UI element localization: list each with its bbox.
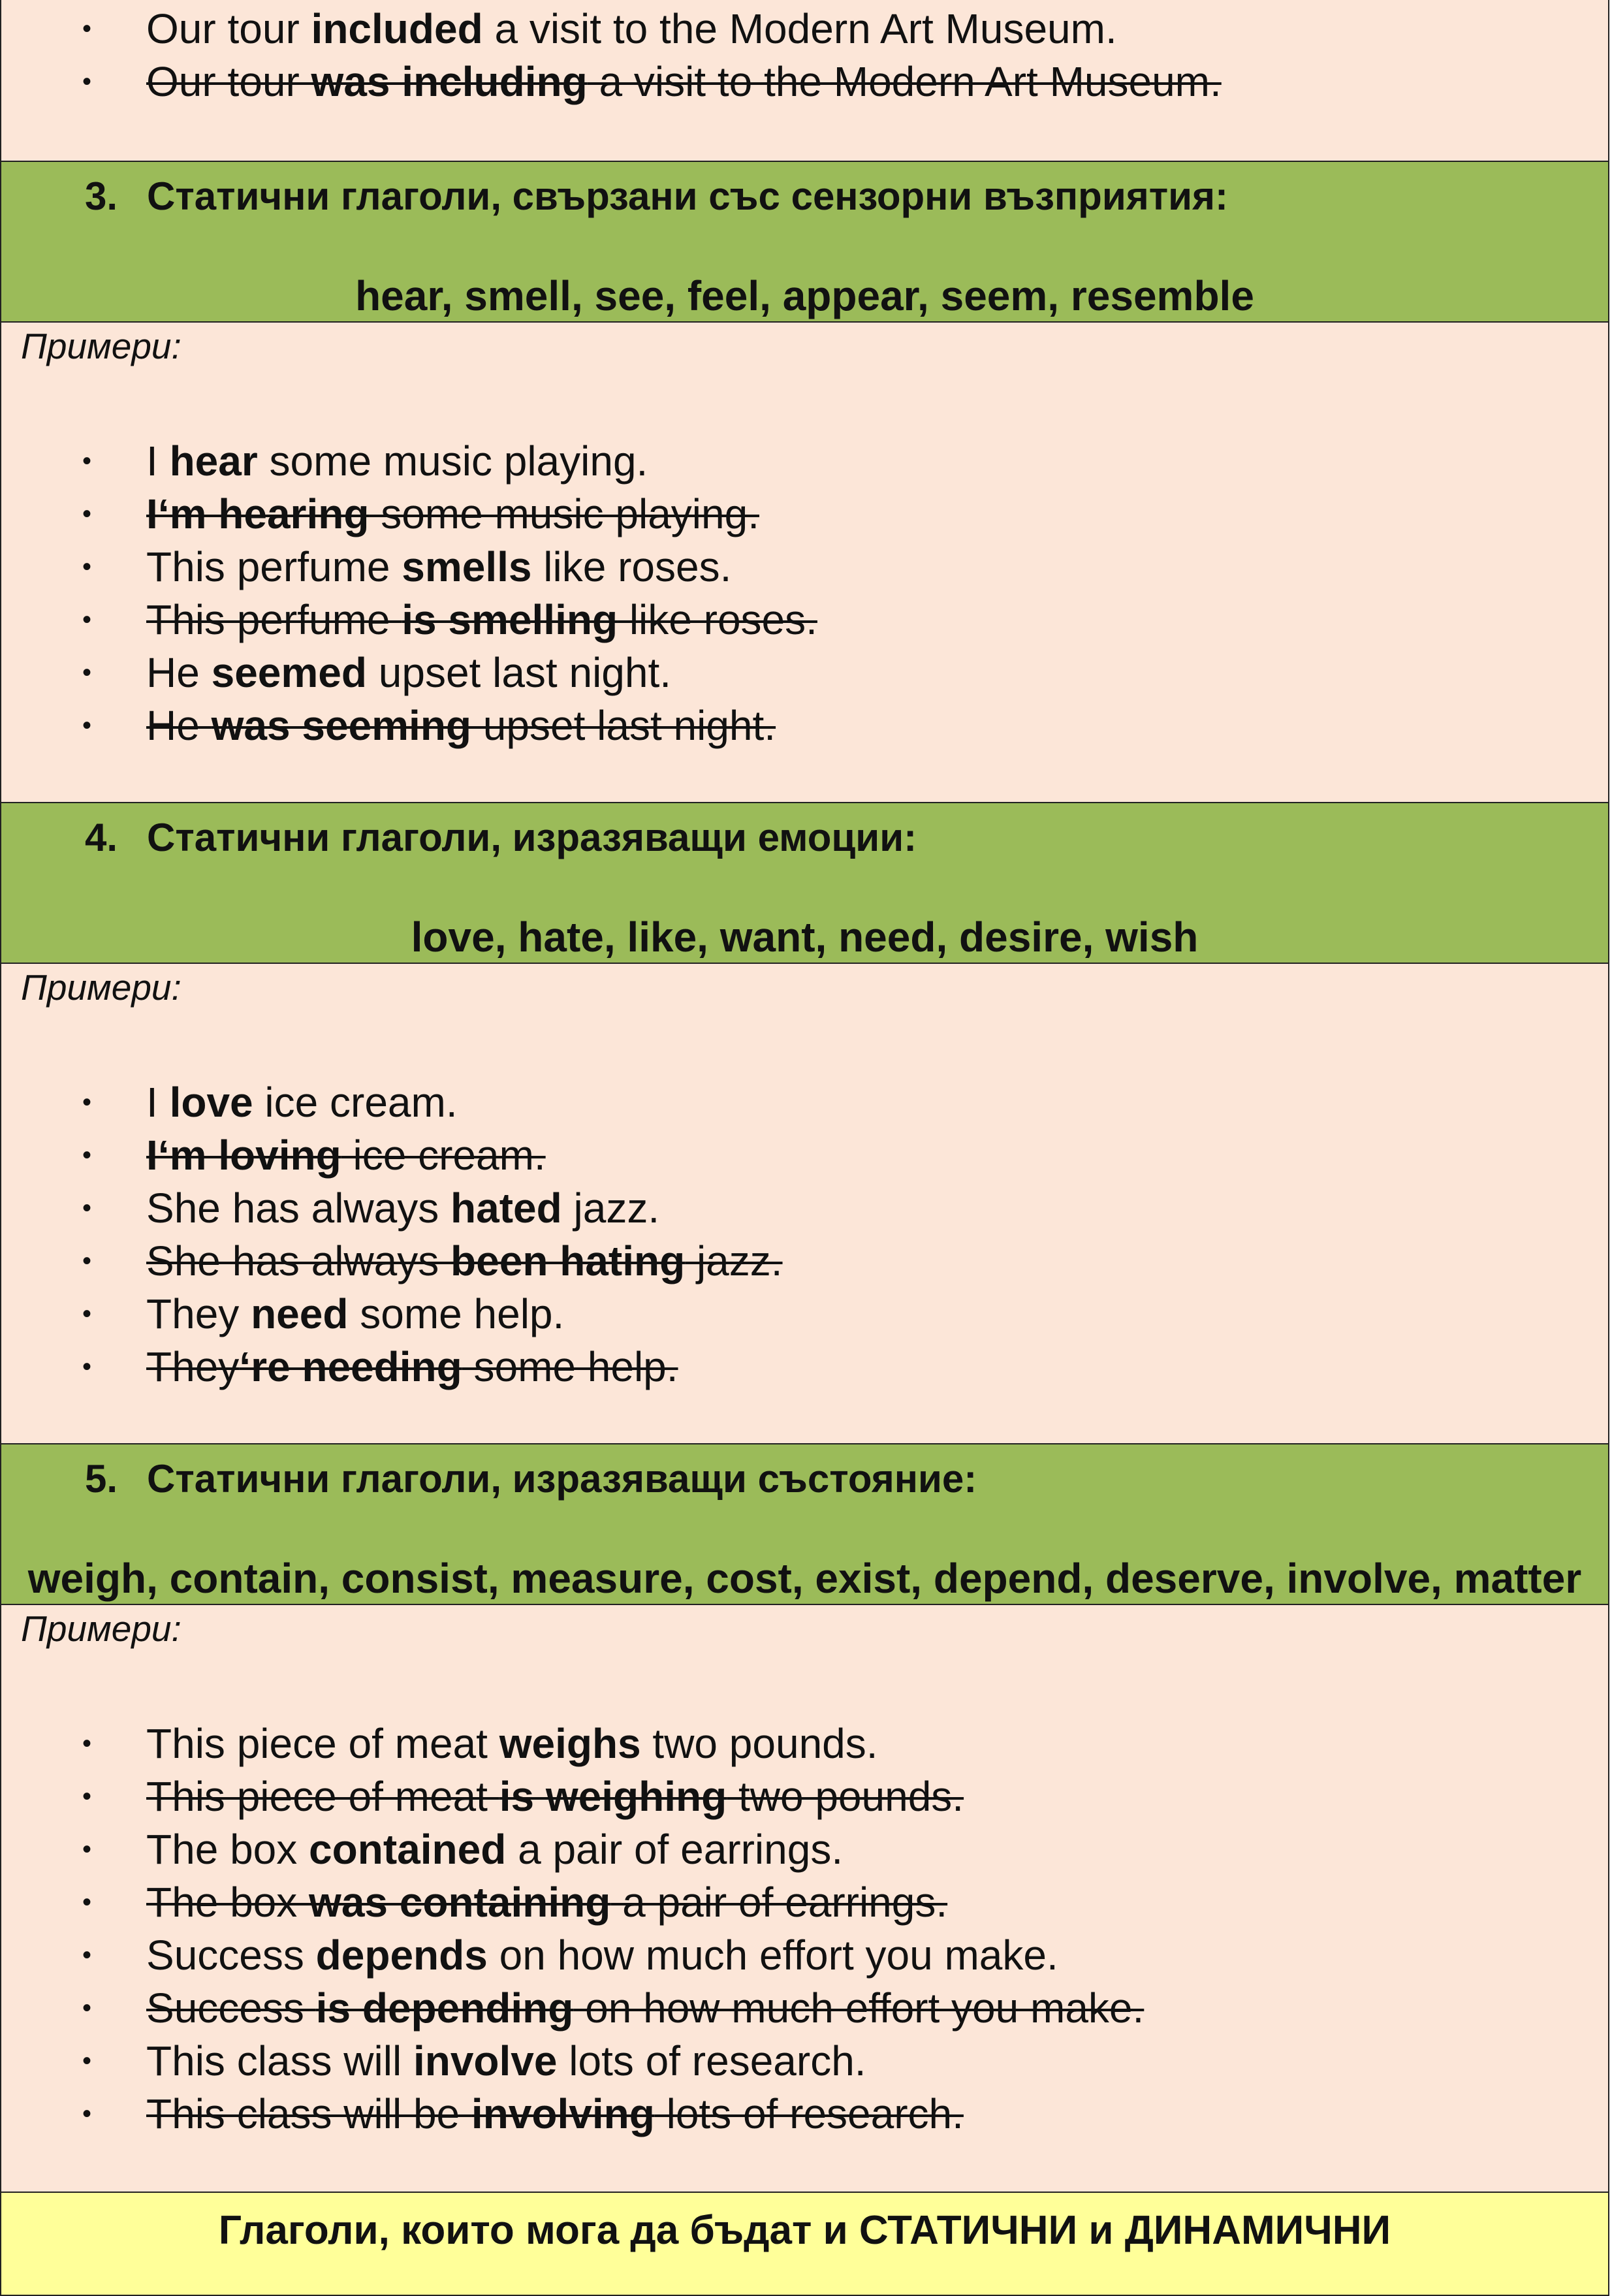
section-number: 4.	[85, 816, 118, 859]
example-item	[1, 1876, 1608, 1929]
example-item	[1, 1770, 1608, 1823]
correct-example-text	[146, 1079, 458, 1126]
sentence-fragment: some music playing.	[257, 438, 648, 485]
sentence-fragment: like roses.	[531, 543, 732, 590]
correct-example-text	[146, 5, 1117, 52]
sentence-fragment: Our tour	[146, 5, 311, 52]
correct-example-text	[146, 1932, 1058, 1979]
sentence-fragment: This class will	[146, 2037, 413, 2084]
bullet-icon: •	[82, 1888, 92, 1917]
verb-highlight: involve	[413, 2037, 558, 2084]
section-number: 5.	[85, 1457, 118, 1501]
verb-highlight: hear	[169, 438, 258, 485]
section-title	[85, 815, 917, 860]
sentence-fragment: lots of research.	[654, 2090, 964, 2137]
verb-highlight: involving	[471, 2090, 655, 2137]
verb-highlight: ‘re needing	[239, 1343, 462, 1390]
section-3-examples	[0, 321, 1609, 805]
bullet-icon: •	[82, 1352, 92, 1381]
sentence-fragment: some help.	[348, 1290, 565, 1337]
example-list	[1, 435, 1608, 752]
examples-label-text: Примери	[21, 967, 172, 1008]
example-item	[1, 56, 1608, 108]
example-item	[1, 2088, 1608, 2141]
sentence-fragment: some help.	[462, 1343, 678, 1390]
bullet-icon: •	[82, 1299, 92, 1328]
bullet-icon: •	[82, 1088, 92, 1117]
sentence-fragment: jazz.	[561, 1185, 660, 1232]
section-number: 3.	[85, 174, 118, 218]
example-item	[1, 3, 1608, 56]
section-verb-list: love, hate, like, want, need, desire, wish	[411, 914, 1199, 961]
verb-highlight: I‘m loving	[146, 1132, 341, 1179]
bullet-icon: •	[82, 658, 92, 687]
bullet-icon: •	[82, 1729, 92, 1758]
correct-example-text	[146, 438, 648, 485]
verb-highlight: is smelling	[402, 596, 618, 643]
bullet-icon: •	[82, 605, 92, 634]
verb-highlight: love	[169, 1079, 253, 1126]
section-5-header	[0, 1443, 1609, 1606]
sentence-fragment: on how much effort you make.	[573, 1985, 1145, 2032]
sentence-fragment: This perfume	[146, 543, 402, 590]
sentence-fragment: ice cream.	[341, 1132, 546, 1179]
section-4-header	[0, 802, 1609, 965]
bullet-icon: •	[82, 67, 92, 96]
verb-highlight: contained	[309, 1826, 507, 1873]
sentence-fragment: like roses.	[618, 596, 817, 643]
example-item	[1, 1717, 1608, 1770]
example-list	[1, 1717, 1608, 2141]
example-item	[1, 1235, 1608, 1288]
example-item	[1, 541, 1608, 594]
verb-highlight: was containing	[309, 1879, 611, 1926]
incorrect-example-text	[146, 1343, 678, 1390]
incorrect-example-text	[146, 1132, 546, 1179]
bullet-icon: •	[82, 447, 92, 475]
bullet-icon: •	[82, 1941, 92, 1969]
sentence-fragment: He	[146, 702, 212, 749]
sentence-fragment: jazz.	[685, 1237, 783, 1284]
intro-examples-block	[0, 0, 1609, 162]
section-title-text: Статични глаголи, свързани със сензорни възприятия:	[147, 174, 1228, 218]
example-item	[1, 1288, 1608, 1341]
example-item	[1, 1982, 1608, 2035]
incorrect-example-text	[146, 58, 1222, 105]
sentence-fragment: This class will be	[146, 2090, 471, 2137]
sentence-fragment: upset last night.	[366, 649, 672, 696]
bullet-icon: •	[82, 711, 92, 740]
verb-highlight: smells	[402, 543, 532, 590]
sentence-fragment: two pounds.	[640, 1720, 878, 1767]
sentence-fragment: They	[146, 1343, 240, 1390]
incorrect-example-text	[146, 1773, 964, 1820]
sentence-fragment: Success	[146, 1985, 316, 2032]
section-title	[85, 1456, 977, 1501]
incorrect-example-text	[146, 1985, 1144, 2032]
bullet-icon: •	[82, 1194, 92, 1222]
sentence-fragment: I	[146, 1079, 170, 1126]
example-item	[1, 1341, 1608, 1394]
incorrect-example-text	[146, 1237, 783, 1284]
sentence-fragment: a pair of earrings.	[506, 1826, 844, 1873]
verb-highlight: was including	[311, 58, 588, 105]
sentence-fragment: upset last night.	[471, 702, 776, 749]
sentence-fragment: This perfume	[146, 596, 402, 643]
examples-label-text: Примери	[21, 326, 172, 366]
verb-highlight: weighs	[499, 1720, 641, 1767]
verb-highlight: depends	[315, 1932, 488, 1979]
sentence-fragment: a pair of earrings.	[610, 1879, 948, 1926]
example-item	[1, 594, 1608, 646]
verb-highlight: is depending	[315, 1985, 574, 2032]
examples-label: Примери:	[21, 326, 182, 366]
example-item	[1, 1929, 1608, 1982]
bullet-icon: •	[82, 1782, 92, 1811]
example-item	[1, 1182, 1608, 1235]
sentence-fragment: a visit to the Modern Art Museum.	[587, 58, 1222, 105]
correct-example-text	[146, 649, 671, 696]
sentence-fragment: The box	[146, 1879, 309, 1926]
verb-highlight: hated	[450, 1185, 562, 1232]
section-title-text: Статични глаголи, изразяващи състояние:	[147, 1457, 977, 1501]
sentence-fragment: This piece of meat	[146, 1773, 499, 1820]
bullet-icon: •	[82, 1141, 92, 1170]
section-title	[85, 174, 1228, 219]
sentence-fragment: on how much effort you make.	[487, 1932, 1058, 1979]
example-list	[1, 1076, 1608, 1394]
example-item	[1, 646, 1608, 699]
examples-label: Примери:	[21, 967, 182, 1008]
section-3-header	[0, 161, 1609, 324]
example-item	[1, 435, 1608, 488]
section-verb-list: weigh, contain, consist, measure, cost, exist, depend, deserve, involve, matter	[27, 1555, 1582, 1602]
bullet-icon: •	[82, 14, 92, 43]
verb-highlight: I‘m hearing	[146, 490, 370, 537]
sentence-fragment: some music playing.	[369, 490, 759, 537]
example-item	[1, 2035, 1608, 2088]
sentence-fragment: a visit to the Modern Art Museum.	[482, 5, 1117, 52]
incorrect-example-text	[146, 1879, 947, 1926]
incorrect-example-text	[146, 702, 776, 749]
verb-highlight: need	[251, 1290, 349, 1337]
section-5-examples	[0, 1604, 1609, 2194]
sentence-fragment: She has always	[146, 1237, 451, 1284]
section-verb-list: hear, smell, see, feel, appear, seem, resemble	[355, 272, 1254, 319]
correct-example-text	[146, 1826, 843, 1873]
bullet-icon: •	[82, 1247, 92, 1275]
examples-label-text: Примери	[21, 1608, 172, 1649]
example-item	[1, 1076, 1608, 1129]
sentence-fragment: They	[146, 1290, 251, 1337]
footer-title: Глаголи, които мога да бъдат и СТАТИЧНИ и ДИНАМИЧНИ	[218, 2208, 1391, 2253]
bullet-icon: •	[82, 1994, 92, 2022]
correct-example-text	[146, 1185, 659, 1232]
verb-highlight: is weighing	[499, 1773, 727, 1820]
sentence-fragment: Our tour	[146, 58, 311, 105]
incorrect-example-text	[146, 490, 759, 537]
sentence-fragment: She has always	[146, 1185, 451, 1232]
bullet-icon: •	[82, 1835, 92, 1864]
verb-highlight: included	[311, 5, 483, 52]
correct-example-text	[146, 543, 731, 590]
sentence-fragment: Success	[146, 1932, 316, 1979]
bullet-icon: •	[82, 500, 92, 528]
sentence-fragment: ice cream.	[253, 1079, 458, 1126]
correct-example-text	[146, 2037, 866, 2084]
sentence-fragment: two pounds.	[727, 1773, 964, 1820]
example-item	[1, 1129, 1608, 1182]
correct-example-text	[146, 1720, 878, 1767]
sentence-fragment: This piece of meat	[146, 1720, 499, 1767]
bullet-icon: •	[82, 2099, 92, 2128]
bullet-icon: •	[82, 552, 92, 581]
sentence-fragment: I	[146, 438, 170, 485]
section-4-examples	[0, 963, 1609, 1446]
sentence-fragment: lots of research.	[557, 2037, 866, 2084]
examples-label: Примери:	[21, 1608, 182, 1649]
example-item	[1, 488, 1608, 541]
sentence-fragment: He	[146, 649, 212, 696]
example-item	[1, 699, 1608, 752]
footer-banner	[0, 2192, 1609, 2296]
incorrect-example-text	[146, 2090, 964, 2137]
verb-highlight: was seeming	[211, 702, 471, 749]
example-item	[1, 1823, 1608, 1876]
sentence-fragment: The box	[146, 1826, 309, 1873]
bullet-icon: •	[82, 2047, 92, 2075]
correct-example-text	[146, 1290, 564, 1337]
intro-example-list	[1, 3, 1608, 108]
verb-highlight: been hating	[450, 1237, 686, 1284]
section-title-text: Статични глаголи, изразяващи емоции:	[147, 816, 917, 859]
incorrect-example-text	[146, 596, 817, 643]
verb-highlight: seemed	[211, 649, 367, 696]
